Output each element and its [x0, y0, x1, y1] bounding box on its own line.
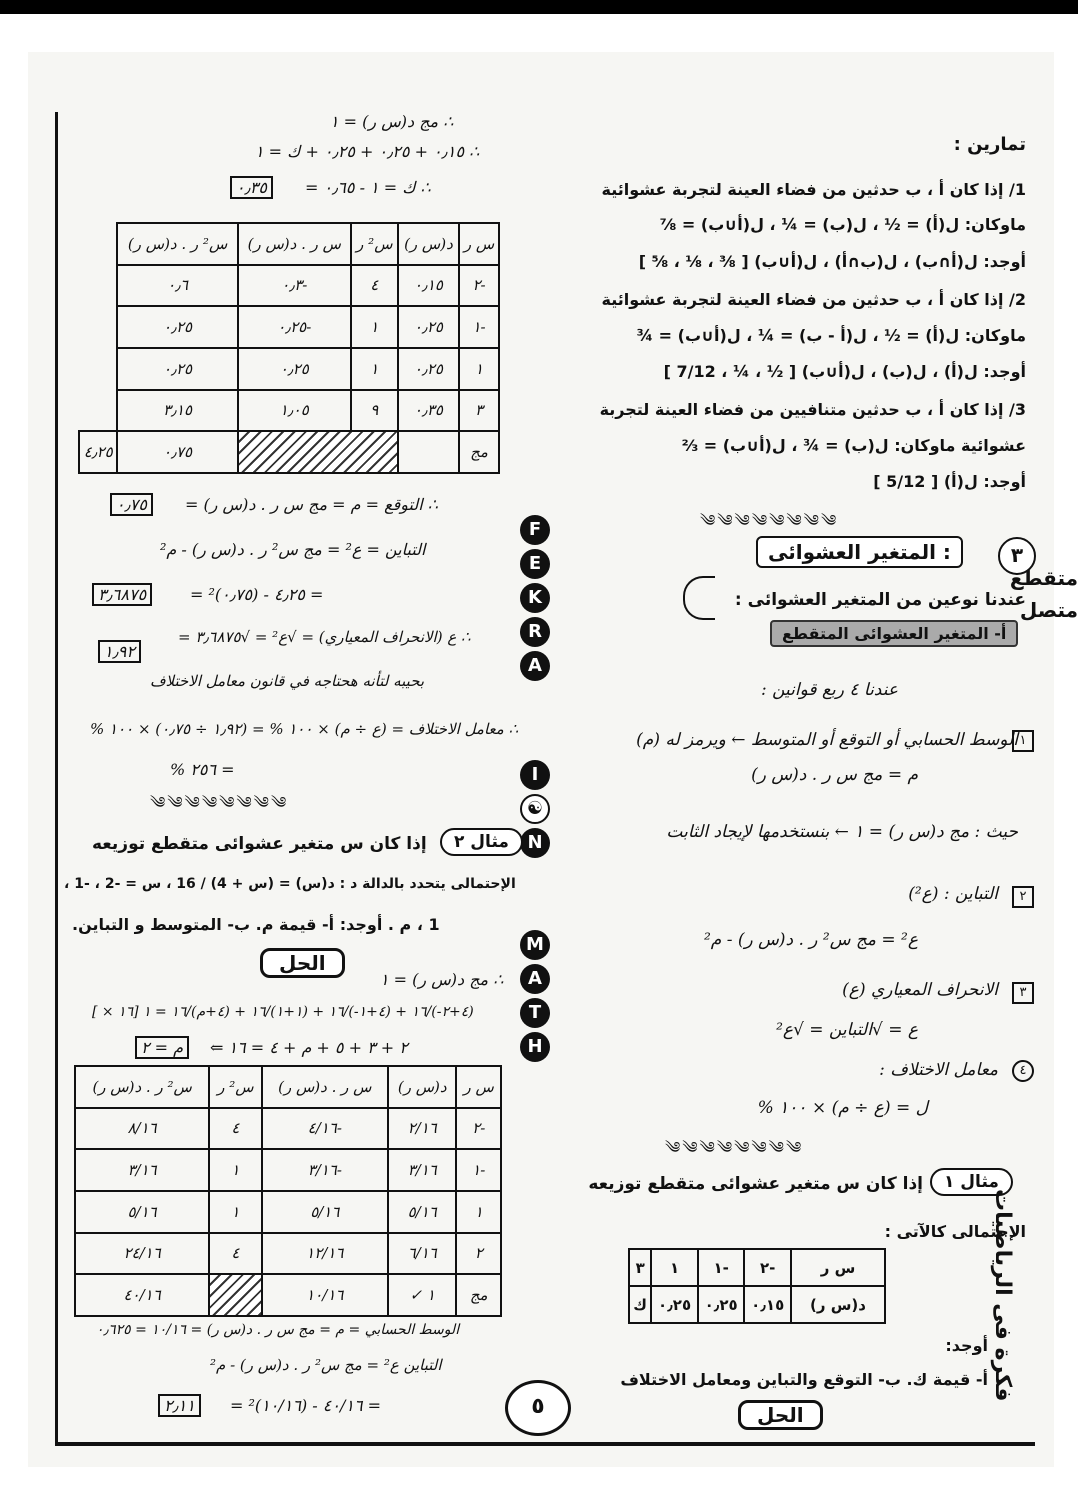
table-header: د(س ر) — [791, 1286, 885, 1323]
table-cell: ٣/١٦ — [75, 1149, 209, 1191]
table-cell: ١ — [209, 1191, 261, 1233]
table-cell: ٣ — [629, 1249, 651, 1286]
table-cell: ١ — [351, 348, 398, 390]
calc-line: ∴ معامل الاختلاف = (ع ÷ م) × ١٠٠ % = (١٫٩٢ ÷ ٠٫٧٥) × ١٠٠ % — [90, 720, 519, 738]
solution-table-1 — [78, 222, 500, 474]
table-cell: -٢ — [456, 1108, 501, 1150]
table-header: س ر — [791, 1249, 885, 1286]
table-cell: ١ — [651, 1249, 698, 1286]
example-text: إذا كان س متغير عشوائى متقطع توزيعه — [92, 834, 427, 854]
table-cell: ٨/١٦ — [75, 1108, 209, 1150]
solution-table-2 — [74, 1065, 502, 1317]
table-header: س² ر . د(س ر) — [117, 223, 237, 265]
exercise-line: ماوكان: ل(أ) = ½ ، ل(أ - ب) = ¼ ، ل(أ∪ب) = ¾ — [636, 326, 1026, 345]
table-cell: ٥/١٦ — [388, 1191, 456, 1233]
note-line: عندنا ٤ ربع قوانين : — [760, 680, 898, 700]
table-cell: ٣/١٦ — [388, 1149, 456, 1191]
distribution-table — [628, 1248, 886, 1324]
table-header: س² ر — [209, 1066, 261, 1108]
table-cell: ٥/١٦ — [262, 1191, 388, 1233]
table-header: س ر . د(س ر) — [262, 1066, 388, 1108]
solution-line: ∴ مج د(س ر) = ١ — [330, 112, 454, 131]
table-cell: -٢ — [744, 1249, 791, 1286]
table-cell: ١٠/١٦ — [262, 1274, 388, 1316]
exercise-line: أوجد: ل(أ) ، ل(ب) ، ل(أ∪ب) [ ½ ، ¼ ، 7/12 ] — [663, 362, 1026, 381]
exercise-line: 2/ إذا كان أ ، ب حدثين من فضاء العينة لتجربة عشوائية — [601, 290, 1026, 309]
note-line: الانحراف المعياري (ع) — [842, 980, 998, 1000]
example-text: الإحتمالى يتحدد بالدالة د : د(س) = (س + 4) / 16 ، س = -2 ، -1 ، — [64, 876, 516, 892]
brand-letter: M — [520, 930, 550, 960]
calc-line: الوسط الحسابي = م = مج س ر . د(س ر) = ١٠/١٦ = ٠٫٦٢٥ — [96, 1322, 460, 1338]
table-header: د(س ر) — [388, 1066, 456, 1108]
top-black-bar — [0, 0, 1078, 14]
table-cell: ٠٫٢٥ — [117, 348, 237, 390]
brand-letter: A — [520, 964, 550, 994]
table-cell: ٤ — [209, 1233, 261, 1275]
variance-result: ٢٫١١ — [158, 1394, 201, 1417]
note-number: ٣ — [1012, 982, 1034, 1004]
table-header: س² ر — [351, 223, 398, 265]
solution-label: الحل — [738, 1400, 823, 1430]
exercise-line: ماوكان: ل(أ) = ½ ، ل(ب) = ¼ ، ل(أ∪ب) = ⅞ — [659, 215, 1026, 234]
m-result: م = ٢ — [135, 1036, 189, 1059]
note-number: ١ — [1012, 730, 1034, 752]
brand-letter: I — [520, 760, 550, 790]
types-intro: عندنا نوعين من المتغير العشوائى : — [734, 590, 1026, 610]
table-cell: ١ — [456, 1191, 501, 1233]
subtitle-discrete: أ- المتغير العشوائى المتقطع — [770, 620, 1018, 647]
table-cell: ٠٫٢٥ — [238, 348, 351, 390]
brand-letter: R — [520, 617, 550, 647]
table-cell: ٢ — [456, 1233, 501, 1275]
table-cell: مج — [459, 431, 499, 473]
table-cell: ٠٫٢٥ — [398, 306, 459, 348]
table-cell: ٩ — [351, 390, 398, 432]
calc-line: = ٢٥٦ % — [170, 760, 235, 779]
table-cell: -٤/١٦ — [262, 1108, 388, 1150]
table-cell: ٥/١٦ — [75, 1191, 209, 1233]
table-cell: ٠٫١٥ — [398, 265, 459, 307]
calc-line: = ٤٫٢٥ - (٠٫٧٥)² = — [190, 585, 324, 604]
table-cell: ٠٫٢٥ — [651, 1286, 698, 1323]
note-number: ٢ — [1012, 886, 1034, 908]
note-number: ٤ — [1012, 1060, 1034, 1082]
table-header: س ر — [456, 1066, 501, 1108]
table-cell: ٠٫٢٥ — [698, 1286, 745, 1323]
solution-line: ∴ مج د(س ر) = ١ — [380, 970, 504, 989]
decorative-divider: ༄༄༄༄༄༄༄༄ — [700, 511, 839, 530]
note-line: حيث : مج د(س ر) = ١ ← بنستخدمها لإيجاد الثابت — [666, 822, 1018, 842]
brand-letter: N — [520, 828, 550, 858]
section-title: المتغير العشوائى : — [756, 536, 963, 568]
example-text: الإحتمالى كالآتى : — [884, 1222, 1026, 1241]
table-header: س ر — [459, 223, 499, 265]
exercise-line: عشوائية ماوكان: ل(ب) = ¾ ، ل(أ∪ب) = ⅔ — [681, 436, 1026, 455]
expectation-result: ٠٫٧٥ — [110, 493, 153, 516]
example-label: مثال ١ — [930, 1168, 1013, 1196]
table-header: د(س ر) — [398, 223, 459, 265]
calc-line: ∴ التوقع = م = مج س ر . د(س ر) = — [185, 495, 438, 514]
table-cell: ٠٫٧٥ — [117, 431, 237, 473]
table-cell: ٦/١٦ — [388, 1233, 456, 1275]
find-label: أوجد: — [945, 1336, 988, 1355]
table-cell: ٠٫٦ — [117, 265, 237, 307]
brand-math — [520, 930, 552, 1066]
note-line: م = مج س ر . د(س ر) — [751, 765, 918, 785]
page-number: ٥ — [505, 1380, 571, 1436]
decorative-divider: ༄༄༄༄༄༄༄༄ — [150, 793, 289, 812]
note-line: ع = √التباين = √ع² — [776, 1020, 918, 1040]
table-cell: ١٫٠٥ — [238, 390, 351, 432]
brand-letter: E — [520, 549, 550, 579]
brand-letter: F — [520, 515, 550, 545]
note-line: الوسط الحسابي أو التوقع أو المتوسط ← ويرمز له (م) — [636, 730, 1018, 750]
brand-fekra — [520, 515, 552, 685]
exercises-title: تمارين : — [953, 134, 1026, 155]
std-dev-result: ١٫٩٢ — [98, 640, 141, 663]
table-cell: ك — [629, 1286, 651, 1323]
solution-label: الحل — [260, 948, 345, 978]
table-cell: ٢٤/١٦ — [75, 1233, 209, 1275]
section-number: ٣ — [998, 537, 1036, 575]
table-cell: -٠٫٣ — [238, 265, 351, 307]
solution-line: ∴ ك = ١ - ٠٫٦٥ = — [305, 178, 431, 197]
exercise-line: 1/ إذا كان أ ، ب حدثين من فضاء العينة لتجربة عشوائية — [601, 180, 1026, 199]
table-cell: -١ — [459, 306, 499, 348]
yin-yang-icon: ☯ — [520, 794, 550, 824]
brand-letter: T — [520, 998, 550, 1028]
table-cell: ١ — [459, 348, 499, 390]
table-cell: ٤ — [351, 265, 398, 307]
example-label: مثال ٢ — [440, 828, 523, 856]
note-line: معامل الاختلاف : — [879, 1060, 998, 1080]
table-cell: -٣/١٦ — [262, 1149, 388, 1191]
calc-line: ∴ ع (الانحراف المعياري) = √ع² = √٣٫٦٨٧٥ = — [178, 628, 471, 646]
type-continuous: متصل — [1019, 598, 1078, 622]
table-cell: ٤٫٢٥ — [79, 431, 117, 473]
table-cell: ٠٫٢٥ — [117, 306, 237, 348]
table-cell: ١ ✓ — [388, 1274, 456, 1316]
solution-line: (٤+٢-)/١٦ + (٤+١-)/١٦ + (١+١)/١٦ + (٤+م)/١٦ = ١ [١٦ × ] — [92, 1004, 474, 1020]
calc-line: بحيبه لتأنه هحتاجه في قانون معامل الاختلاف — [150, 672, 425, 690]
note-line: ل = (ع ÷ م) × ١٠٠ % — [757, 1098, 928, 1118]
table-cell: -٢ — [459, 265, 499, 307]
brand-letter: H — [520, 1032, 550, 1062]
vertical-title: فكرة فى الرياضيات — [990, 1188, 1015, 1402]
table-cell: -١ — [698, 1249, 745, 1286]
table-cell-hatched — [209, 1274, 261, 1316]
calc-line: التباين = ع² = مج س² ر . د(س ر) - م² — [160, 540, 426, 559]
table-cell: -٠٫٢٥ — [238, 306, 351, 348]
table-cell: ٤ — [209, 1108, 261, 1150]
table-header: س² ر . د(س ر) — [75, 1066, 209, 1108]
exercise-line: 3/ إذا كان أ ، ب حدثين متنافيين من فضاء العينة لتجربة — [599, 400, 1026, 419]
brand-letter: K — [520, 583, 550, 613]
example-text: 1 ، م . أوجد: أ- قيمة م. ب- المتوسط و التباين. — [72, 915, 440, 934]
table-cell-hatched — [238, 431, 398, 473]
table-header: س ر . د(س ر) — [238, 223, 351, 265]
calc-line: = ٤٠/١٦ - (١٠/١٦)² = — [230, 1396, 382, 1415]
table-cell: ٠٫٣٥ — [398, 390, 459, 432]
table-cell: ٤٠/١٦ — [75, 1274, 209, 1316]
solution-line: ∴ ٠٫١٥ + ٠٫٢٥ + ٠٫٢٥ + ك = ١ — [255, 142, 480, 161]
table-cell: -١ — [456, 1149, 501, 1191]
k-result: ٠٫٣٥ — [230, 176, 273, 199]
table-cell: مج — [456, 1274, 501, 1316]
table-cell: ٠٫١٥ — [744, 1286, 791, 1323]
exercise-line: أوجد: ل(أ∩ب) ، ل(ب∩أ) ، ل(أ∪ب) [ ⅜ ، ⅛ ، ⅝ ] — [638, 252, 1026, 271]
variance-result: ٣٫٦٨٧٥ — [92, 583, 152, 606]
decorative-divider: ༄༄༄༄༄༄༄༄ — [665, 1138, 804, 1157]
find-items: أ- قيمة ك. ب- التوقع والتباين ومعامل الاختلاف — [620, 1370, 988, 1389]
brace-icon — [683, 576, 715, 620]
solution-line: ٢ + ٣ + ٥ + م + ٤ = ١٦ ⇐ — [210, 1038, 408, 1057]
example-text: إذا كان س متغير عشوائى متقطع توزيعه — [588, 1174, 923, 1194]
table-cell: ١٢/١٦ — [262, 1233, 388, 1275]
note-line: التباين : (ع²) — [908, 884, 998, 904]
table-cell: ١ — [209, 1149, 261, 1191]
table-cell: ٣٫١٥ — [117, 390, 237, 432]
brand-ion — [520, 760, 552, 862]
table-cell — [398, 431, 459, 473]
brand-letter: A — [520, 651, 550, 681]
type-discrete: متقطع — [1009, 566, 1078, 590]
table-cell: ١ — [351, 306, 398, 348]
table-cell: ٢/١٦ — [388, 1108, 456, 1150]
table-cell: ٣ — [459, 390, 499, 432]
exercise-line: أوجد: ل(أ) [ 5/12 ] — [873, 472, 1026, 491]
table-cell: ٠٫٢٥ — [398, 348, 459, 390]
note-line: ع² = مج س² ر . د(س ر) - م² — [703, 930, 918, 950]
calc-line: التباين ع² = مج س² ر . د(س ر) - م² — [210, 1356, 442, 1374]
